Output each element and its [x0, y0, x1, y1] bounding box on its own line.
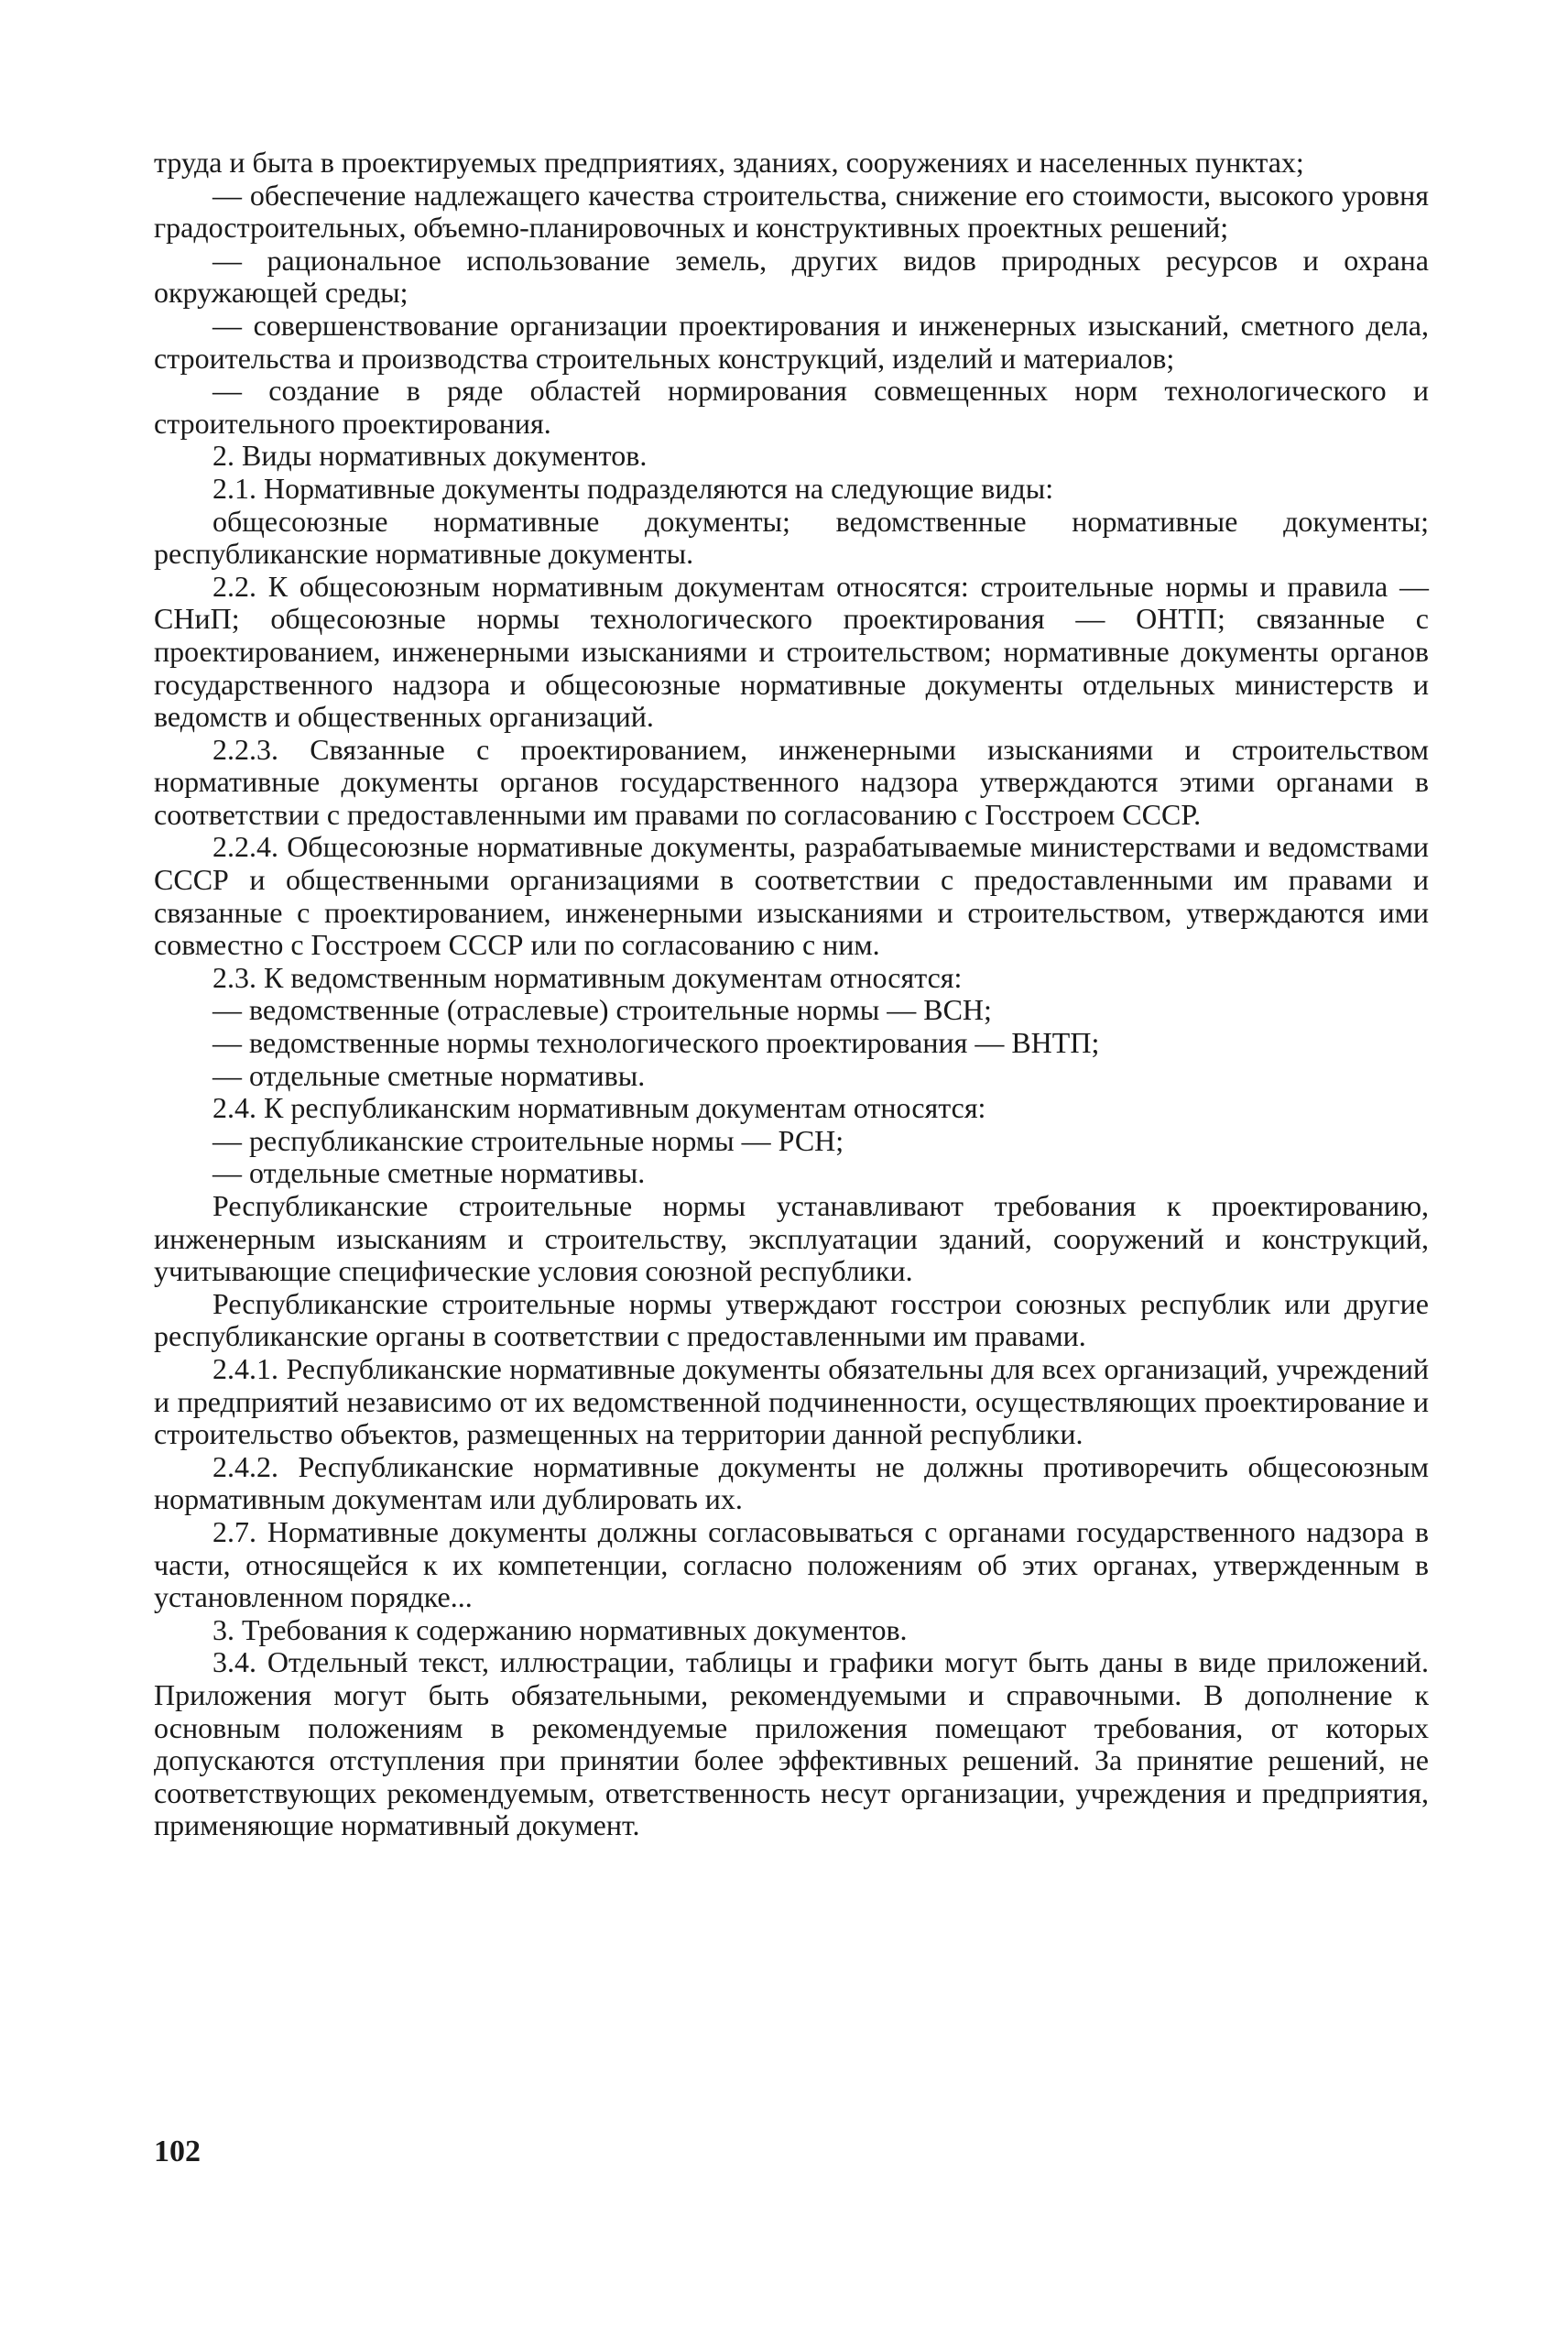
paragraph: 2.1. Нормативные документы подразделяются на следующие виды:: [212, 471, 1054, 505]
paragraph: 2.4.2. Республиканские нормативные документы не должны противоречить общесоюзным нормативным документам или дублировать их.: [154, 1449, 1429, 1516]
paragraph: Республиканские строительные нормы устанавливают требования к проектированию, инженерным изысканиям и строительству, эксплуатации зданий, сооружений и конструкций, учитывающие специфические условия союзной республики.: [154, 1189, 1429, 1288]
page-body: [154, 147, 1429, 1842]
section-heading: 3. Требования к содержанию нормативных документов.: [212, 1612, 908, 1646]
paragraph: 2.3. К ведомственным нормативным документам относятся:: [212, 960, 963, 994]
list-item: — ведомственные (отраслевые) строительные нормы — ВСН;: [212, 993, 992, 1027]
paragraph: 2.2. К общесоюзным нормативным документам относятся: строительные нормы и правила — СНиП; общесоюзные нормы технологического проектирования — ОНТП; связанные с проектированием, инженерными изысканиями и строительством; нормативные документы органов государственного надзора и общесоюзные нормативные документы отдельных министерств и ведомств и общественных организаций.: [154, 569, 1429, 734]
paragraph: труда и быта в проектируемых предприятиях, зданиях, сооружениях и населенных пунктах;: [154, 146, 1304, 179]
paragraph: Республиканские строительные нормы утверждают госстрои союзных республик или другие республиканские органы в соответствии с предоставленными им правами.: [154, 1286, 1429, 1353]
list-item: — республиканские строительные нормы — РСН;: [212, 1123, 844, 1157]
paragraph: 2.7. Нормативные документы должны согласовываться с органами государственного надзора в части, относящейся к их компетенции, согласно положениям об этих органах, утвержденным в установленном порядке...: [154, 1514, 1429, 1614]
paragraph: — создание в ряде областей нормирования совмещенных норм технологического и строительного проектирования.: [154, 374, 1429, 440]
paragraph: 2.4.1. Республиканские нормативные документы обязательны для всех организаций, учреждений и предприятий независимо от их ведомственной подчиненности, осуществляющих проектирование и строительство объектов, размещенных на территории данной республики.: [154, 1351, 1429, 1451]
list-item: — отдельные сметные нормативы.: [212, 1058, 646, 1092]
section-heading: 2. Виды нормативных документов.: [212, 439, 648, 473]
paragraph: 3.4. Отдельный текст, иллюстрации, таблицы и графики могут быть даны в виде приложений. Приложения могут быть обязательными, рекомендуемыми и справочными. В дополнение к основным положениям в рекомендуемые приложения помещают требования, от которых допускаются отступления при принятии более эффективных решений. За принятие решений, не соответствующих рекомендуемым, ответственность несут организации, учреждения и предприятия, применяющие нормативный документ.: [154, 1645, 1429, 1842]
list-item: — ведомственные нормы технологического проектирования — ВНТП;: [212, 1026, 1100, 1060]
paragraph: 2.2.4. Общесоюзные нормативные документы, разрабатываемые министерствами и ведомствами СССР и общественными организациями в соответствии с предоставленными им правами и связанные с проектированием, инженерными изысканиями и строительством, утверждаются ими совместно с Госстроем СССР или по согласованию с ним.: [154, 830, 1429, 962]
paragraph: общесоюзные нормативные документы; ведомственные нормативные документы; республиканские нормативные документы.: [154, 504, 1429, 571]
paragraph: — рациональное использование земель, других видов природных ресурсов и охрана окружающей среды;: [154, 243, 1429, 310]
paragraph: — совершенствование организации проектирования и инженерных изысканий, сметного дела, строительства и производства строительных конструкций, изделий и материалов;: [154, 308, 1429, 375]
paragraph: — обеспечение надлежащего качества строительства, снижение его стоимости, высокого уровня градостроительных, объемно-планировочных и конструктивных проектных решений;: [154, 178, 1429, 245]
paragraph: 2.4. К республиканским нормативным документам относятся:: [212, 1091, 986, 1125]
list-item: — отдельные сметные нормативы.: [212, 1156, 646, 1190]
page-number: 102: [154, 2135, 201, 2168]
paragraph: 2.2.3. Связанные с проектированием, инженерными изысканиями и строительством нормативные документы органов государственного надзора утверждаются этими органами в соответствии с предоставленными им правами по согласованию с Госстроем СССР.: [154, 732, 1429, 831]
